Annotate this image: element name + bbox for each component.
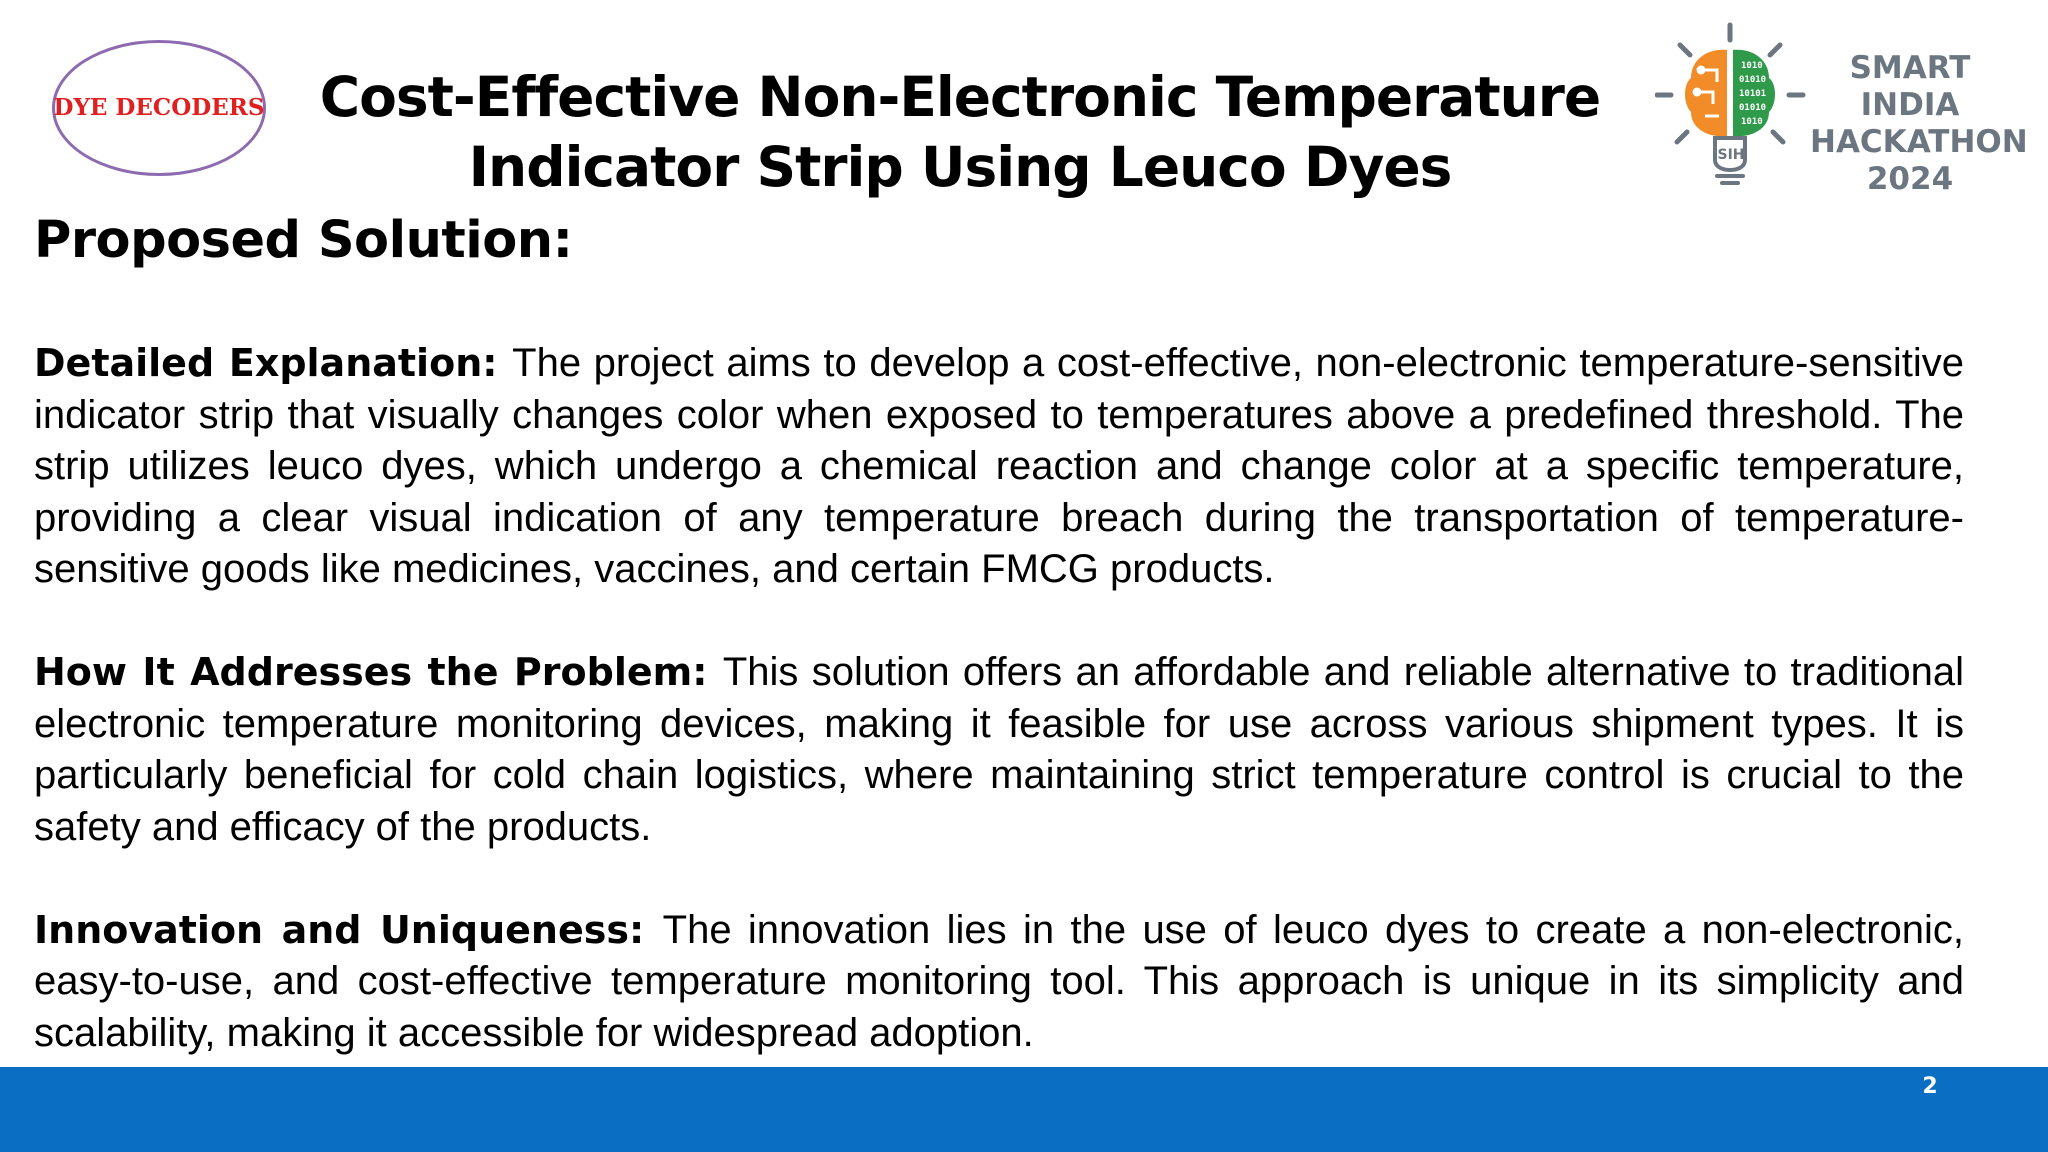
section-heading: Proposed Solution: — [34, 211, 573, 270]
slide-body — [34, 338, 1964, 1111]
svg-text:10101: 10101 — [1739, 89, 1767, 99]
paragraph-lead: How It Addresses the Problem: — [34, 650, 723, 694]
paragraph-detailed-explanation — [34, 338, 1964, 596]
paragraph-innovation — [34, 905, 1964, 1060]
svg-text:1010: 1010 — [1741, 117, 1763, 127]
paragraph-text: The project aims to develop a cost-effective, non-electronic temperature-sensitive indicator strip that visually changes color when exposed to temperatures above a predefined threshold. The strip utilizes leuco dyes, which undergo a chemical reaction and change color at a specific temperature, providing a clear visual indication of any temperature breach during the transportation of temperature-sensitive goods like medicines, vaccines, and certain FMCG products. — [34, 341, 1964, 591]
svg-text:1010: 1010 — [1741, 61, 1763, 71]
slide-title: Cost-Effective Non-Electronic Temperature Indicator Strip Using Leuco Dyes — [319, 65, 1601, 199]
sih-logo — [1655, 20, 2028, 197]
sih-line1: SMART INDIA — [1849, 50, 1971, 123]
paragraph-how-it-addresses — [34, 647, 1964, 853]
svg-text:01010: 01010 — [1739, 75, 1767, 85]
team-logo — [52, 40, 266, 176]
footer-bar — [0, 1067, 2048, 1152]
sih-logo-text — [1810, 50, 2028, 198]
sih-badge: SIH — [1717, 147, 1745, 163]
brain-lightbulb-icon — [1655, 20, 1815, 190]
paragraph-lead: Detailed Explanation: — [34, 341, 513, 385]
sih-year: 2024 — [1866, 161, 1954, 197]
paragraph-text: The innovation lies in the use of leuco dyes to create a non-electronic, easy-to-use, and cost-effective temperature monitoring tool. This approach is unique in its simplicity and scalability, making it accessible for widespread adoption. — [34, 907, 1965, 1055]
paragraph-lead: Innovation and Uniqueness: — [34, 907, 663, 952]
team-logo-text: DYE DECODERS — [53, 94, 265, 121]
page-number: 2 — [1922, 1074, 1938, 1099]
sih-line2: HACKATHON — [1810, 124, 2028, 160]
paragraph-text: This solution offers an affordable and reliable alternative to traditional electronic temperature monitoring devices, making it feasible for use across various shipment types. It is particularly beneficial for cold chain logistics, where maintaining strict temperature control is crucial to the safety and efficacy of the products. — [34, 650, 1964, 849]
svg-text:01010: 01010 — [1739, 103, 1767, 113]
